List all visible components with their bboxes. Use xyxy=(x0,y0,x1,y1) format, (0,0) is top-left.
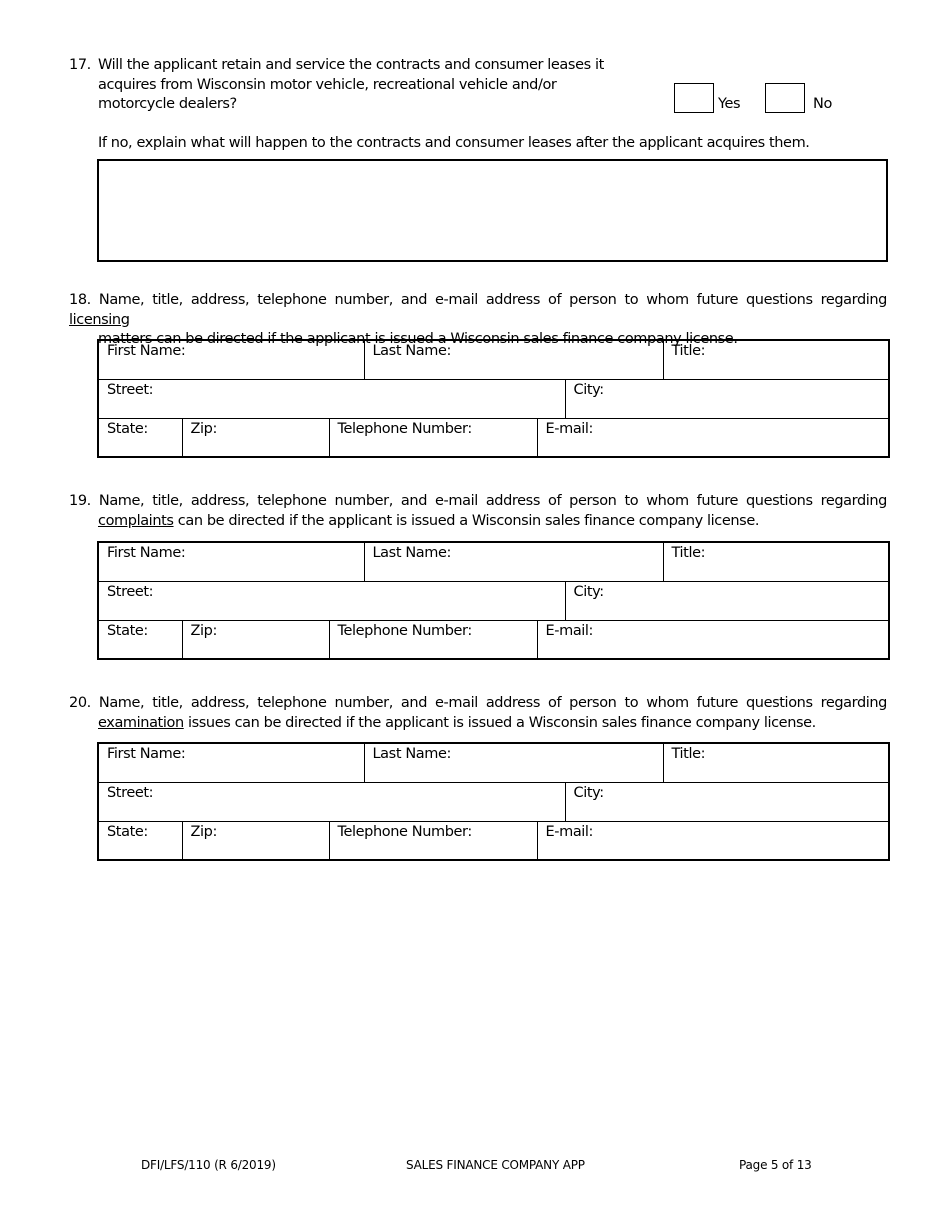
city-field[interactable]: City: xyxy=(565,379,889,418)
question-17-number: 17. xyxy=(69,57,91,73)
telephone-field[interactable]: Telephone Number: xyxy=(329,620,537,659)
question-19-line-1 xyxy=(69,492,887,512)
question-20-underlined: examination xyxy=(98,714,184,731)
last-name-field[interactable]: Last Name: xyxy=(364,542,663,581)
question-19-number: 19. xyxy=(69,493,91,509)
contact-table-complaints xyxy=(97,541,890,660)
question-19-text xyxy=(69,492,887,531)
zip-field[interactable]: Zip: xyxy=(182,620,329,659)
question-18-line-2: matters can be directed if the applicant is issued a Wisconsin sales finance company license. xyxy=(98,331,738,347)
question-18-line-1 xyxy=(69,291,887,330)
question-20-line-2 xyxy=(69,714,887,734)
question-18-text-before: Name, title, address, telephone number, and e-mail address of person to whom future questions regarding xyxy=(98,292,887,308)
email-field[interactable]: E-mail: xyxy=(537,821,889,860)
first-name-field[interactable]: First Name: xyxy=(98,340,364,379)
question-18-underlined: licensing xyxy=(69,311,130,328)
explanation-textarea[interactable] xyxy=(97,159,888,262)
state-field[interactable]: State: xyxy=(98,418,182,457)
first-name-field[interactable]: First Name: xyxy=(98,743,364,782)
question-19-line-2 xyxy=(69,512,887,532)
question-17-line-3: motorcycle dealers? xyxy=(98,96,237,112)
telephone-field[interactable]: Telephone Number: xyxy=(329,418,537,457)
no-checkbox[interactable] xyxy=(765,83,805,113)
title-field[interactable]: Title: xyxy=(663,340,889,379)
street-field[interactable]: Street: xyxy=(98,581,565,620)
question-19-underlined: complaints xyxy=(98,512,174,529)
city-field[interactable]: City: xyxy=(565,782,889,821)
title-field[interactable]: Title: xyxy=(663,542,889,581)
question-20-line-1 xyxy=(69,694,887,714)
first-name-field[interactable]: First Name: xyxy=(98,542,364,581)
question-17-line-1: Will the applicant retain and service the contracts and consumer leases it xyxy=(98,57,604,73)
question-19-line-1-text: Name, title, address, telephone number, and e-mail address of person to whom future questions regarding xyxy=(98,493,887,509)
last-name-field[interactable]: Last Name: xyxy=(364,743,663,782)
zip-field[interactable]: Zip: xyxy=(182,821,329,860)
street-field[interactable]: Street: xyxy=(98,782,565,821)
question-20-text xyxy=(69,694,887,733)
question-17-followup: If no, explain what will happen to the contracts and consumer leases after the applicant acquires them. xyxy=(98,135,810,151)
footer-page-number: Page 5 of 13 xyxy=(739,1158,812,1172)
telephone-field[interactable]: Telephone Number: xyxy=(329,821,537,860)
no-label: No xyxy=(813,96,832,112)
email-field[interactable]: E-mail: xyxy=(537,620,889,659)
question-20-number: 20. xyxy=(69,695,91,711)
state-field[interactable]: State: xyxy=(98,620,182,659)
question-17-line-2: acquires from Wisconsin motor vehicle, recreational vehicle and/or xyxy=(98,76,557,93)
contact-table-licensing xyxy=(97,339,890,458)
footer-form-name: SALES FINANCE COMPANY APP xyxy=(406,1158,585,1172)
question-20-line-1-text: Name, title, address, telephone number, and e-mail address of person to whom future questions regarding xyxy=(98,695,887,711)
footer-form-id: DFI/LFS/110 (R 6/2019) xyxy=(141,1158,276,1172)
city-field[interactable]: City: xyxy=(565,581,889,620)
state-field[interactable]: State: xyxy=(98,821,182,860)
question-20-line-2-text: issues can be directed if the applicant is issued a Wisconsin sales finance company license. xyxy=(187,714,816,731)
email-field[interactable]: E-mail: xyxy=(537,418,889,457)
question-18-number: 18. xyxy=(69,292,91,308)
last-name-field[interactable]: Last Name: xyxy=(364,340,663,379)
yes-label: Yes xyxy=(718,96,741,112)
contact-table-examination xyxy=(97,742,890,861)
title-field[interactable]: Title: xyxy=(663,743,889,782)
yes-checkbox[interactable] xyxy=(674,83,714,113)
zip-field[interactable]: Zip: xyxy=(182,418,329,457)
question-19-line-2-text: can be directed if the applicant is issued a Wisconsin sales finance company license. xyxy=(177,512,760,529)
street-field[interactable]: Street: xyxy=(98,379,565,418)
